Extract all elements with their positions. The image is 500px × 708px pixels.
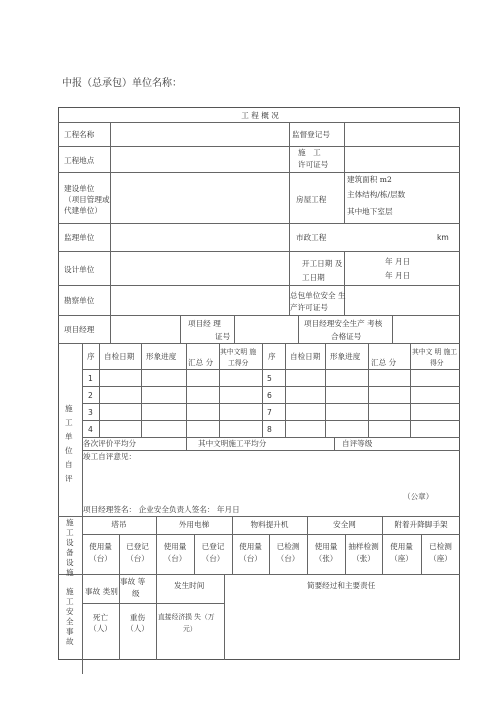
- col-total: 汇总 分: [188, 358, 214, 367]
- net-used: 使用量: [314, 542, 338, 551]
- col-date-2: 自检日期: [290, 352, 321, 361]
- dates-label-a: 开工日期 及: [302, 259, 343, 268]
- equip-elevator: 外用电梯: [178, 520, 210, 529]
- end-date: 年 月日: [385, 271, 411, 280]
- pm-safety-label-b: 合格证号: [331, 332, 362, 341]
- equip-scaffold: 附着升降脚手架: [394, 520, 448, 529]
- scaffold-used-unit: （座）: [390, 554, 413, 563]
- accident-grade-label-a: 事故 等: [120, 577, 146, 586]
- hoist-inspected: 已检测: [276, 542, 300, 551]
- km-unit: km: [437, 233, 449, 242]
- permit-no-label-b: 许可证号: [298, 160, 329, 169]
- row-num-4: 4: [88, 425, 93, 434]
- row-num-8: 8: [267, 425, 272, 434]
- scaffold-inspected: 已检测: [429, 542, 452, 551]
- elevator-used-unit: （台）: [163, 554, 187, 563]
- elevator-registered-unit: （台）: [201, 554, 225, 563]
- death-label: 死亡: [92, 613, 109, 622]
- construction-unit-label-b: （项目管理或: [64, 195, 110, 204]
- scaffold-inspected-unit: （座）: [429, 554, 452, 563]
- structure-floors-label: 主体结构/栋/层数: [347, 190, 406, 199]
- accident-category-label: 事故 类别: [85, 587, 118, 596]
- tower-used: 使用量: [89, 542, 112, 551]
- col-progress: 形象进度: [146, 352, 177, 361]
- net-used-unit: （张）: [314, 554, 338, 563]
- accident-summary-label: 简要经过和主要责任: [307, 581, 376, 590]
- start-date: 年 月日: [385, 257, 411, 266]
- row-num-2: 2: [88, 391, 93, 400]
- hoist-used: 使用量: [239, 542, 262, 551]
- col-civil2-a: 其中文 明 施工: [412, 348, 458, 356]
- tower-registered: 已登记: [126, 542, 149, 551]
- survey-unit-label: 勘察单位: [64, 296, 95, 305]
- equip-safety-net: 安全网: [333, 520, 356, 529]
- tower-used-unit: （台）: [89, 554, 112, 563]
- row-num-5: 5: [267, 374, 272, 383]
- injury-label: 重伤: [129, 613, 146, 622]
- dates-label-b: 工日期: [302, 273, 325, 282]
- col-progress-2: 形象进度: [330, 352, 361, 361]
- elevator-registered: 已登记: [201, 542, 225, 551]
- col-total-2: 汇总 分: [371, 358, 397, 367]
- equip-hoist: 物料提升机: [250, 520, 289, 529]
- municipal-works-label: 市政工程: [296, 233, 327, 242]
- construction-unit-label-c: 代建单位）: [64, 206, 102, 215]
- death-unit: （人）: [89, 624, 112, 633]
- loss-label-b: 元）: [183, 625, 197, 633]
- civil-avg-label: 其中文明施工平均分: [198, 439, 267, 448]
- hoist-inspected-unit: （台）: [276, 554, 300, 563]
- self-eval-side-label: 施 工 单 位 自 评: [65, 404, 81, 483]
- col-civil-a: 其中文明 施: [220, 348, 257, 356]
- accidents-side-label: 施工安全事故: [66, 587, 74, 646]
- hoist-used-unit: （台）: [239, 554, 262, 563]
- scaffold-used: 使用量: [390, 542, 413, 551]
- col-civil-b: 工得分: [228, 359, 249, 367]
- supervision-no-label: 监督登记号: [292, 130, 330, 139]
- seal-label: （公章）: [403, 492, 434, 501]
- accident-time-label: 发生时间: [174, 581, 205, 590]
- opinion-label: 竣工自评意见：: [83, 452, 137, 461]
- basement-label: 其中地下室层: [347, 207, 393, 216]
- col-date: 自检日期: [104, 352, 135, 361]
- row-num-7: 7: [267, 408, 272, 417]
- permit-no-label-a: 施 工: [298, 148, 321, 157]
- row-num-3: 3: [88, 408, 93, 417]
- design-unit-label: 设计单位: [64, 265, 95, 274]
- overview-title: 工 程 概 况: [241, 111, 279, 120]
- applicant-unit-label: 中报（总承包）单位名称：: [62, 78, 182, 89]
- net-sample-unit: （张）: [352, 554, 375, 563]
- col-seq-2: 序: [268, 352, 276, 361]
- col-seq: 序: [87, 352, 95, 361]
- construction-unit-label-a: 建设单位: [64, 184, 95, 193]
- equip-tower-crane: 塔吊: [111, 520, 127, 529]
- col-civil2-b: 得分: [430, 359, 444, 367]
- equipment-side-label: 施工设备设施: [66, 518, 74, 577]
- safety-cert-label-a: 总包单位安全 生: [290, 291, 346, 300]
- safety-cert-label-b: 产许可证号: [290, 303, 328, 312]
- accident-grade-label-b: 级: [132, 589, 140, 598]
- pm-safety-label-a: 项目经理安全生产 考核: [304, 319, 383, 328]
- rating-label: 自评等级: [342, 439, 373, 448]
- project-name-label: 工程名称: [64, 130, 95, 139]
- pm-cert-label-a: 项目经 理: [188, 319, 221, 328]
- loss-label-a: 直接经济损 失（万: [158, 613, 215, 621]
- row-num-6: 6: [267, 391, 272, 400]
- building-area-label: 建筑面积 m2: [347, 175, 392, 184]
- net-sample: 抽样检测: [348, 542, 379, 551]
- supervisor-unit-label: 监理单位: [64, 233, 95, 242]
- project-manager-label: 项目经理: [64, 325, 95, 334]
- injury-unit: （人）: [126, 624, 149, 633]
- row-num-1: 1: [88, 374, 93, 383]
- project-location-label: 工程地点: [64, 156, 95, 165]
- building-works-label: 房屋工程: [296, 195, 327, 204]
- signatures-label: 项目经理签名： 企业安全负责人签名： 年月日: [83, 505, 240, 514]
- elevator-used: 使用量: [163, 542, 187, 551]
- pm-cert-label-b: 证号: [215, 332, 231, 341]
- tower-registered-unit: （台）: [126, 554, 149, 563]
- avg-score-label: 各次评价平均分: [83, 439, 137, 448]
